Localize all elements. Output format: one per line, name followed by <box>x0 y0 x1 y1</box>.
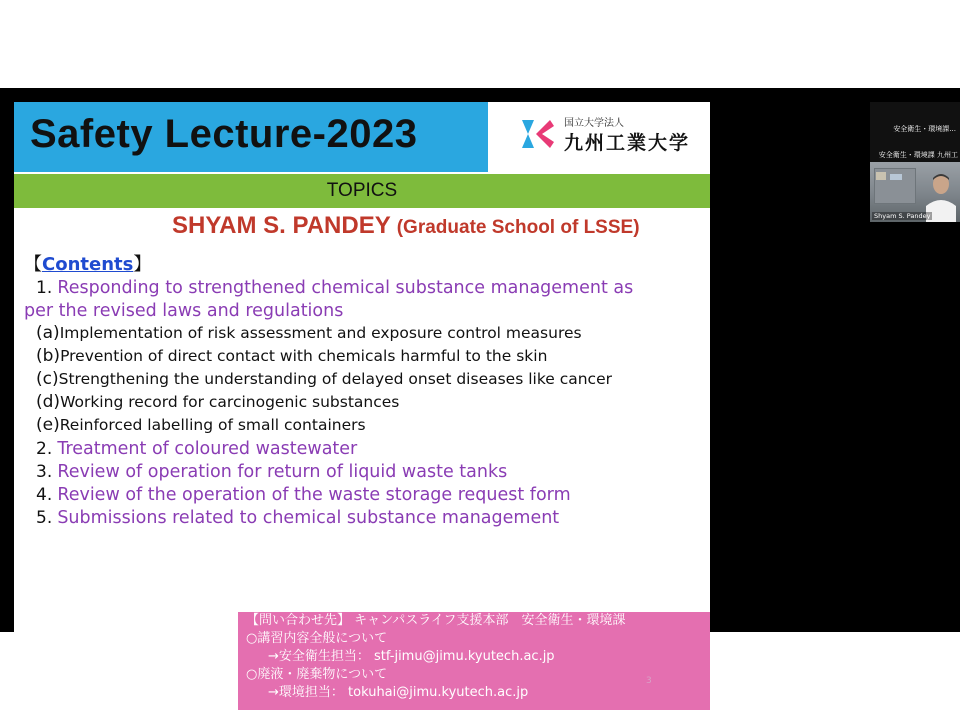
presenter-line <box>172 212 640 240</box>
list-item <box>36 506 706 529</box>
list-item <box>36 460 706 483</box>
video-dept-label: 安全衛生・環境課 九州工 <box>878 151 958 159</box>
participant-video-tile[interactable] <box>870 102 960 222</box>
presenter-affiliation: (Graduate School of LSSE) <box>396 217 640 238</box>
logo-subtitle: 国立大学法人 <box>564 118 624 129</box>
sub-item-marker: (d) <box>36 392 61 412</box>
contents-bracket-open: 【 <box>24 254 42 275</box>
item-label: Submissions related to chemical substance management <box>57 508 560 528</box>
sub-item-marker: (a) <box>36 323 60 343</box>
university-logo-icon <box>520 116 556 152</box>
topics-bar <box>14 174 710 208</box>
contact-heading: 【問い合わせ先】 キャンパスライフ支援本部 安全衛生・環境課 <box>246 613 626 628</box>
item-number: 3. <box>36 462 53 482</box>
item-label-continuation: per the revised laws and regulations <box>24 301 344 321</box>
item-number: 2. <box>36 439 53 459</box>
list-item <box>36 483 706 506</box>
sub-item-label: Working record for carcinogenic substances <box>60 393 400 411</box>
contents-list <box>24 254 706 529</box>
contact-info-box <box>238 612 710 710</box>
contents-header <box>24 254 706 276</box>
video-header <box>870 102 960 162</box>
slide-page-number: 3 <box>646 676 652 686</box>
sub-item-label: Strengthening the understanding of delayed onset diseases like cancer <box>58 370 612 388</box>
contact-email-safety: →安全衛生担当： stf-jimu@jimu.kyutech.ac.jp <box>268 649 555 664</box>
university-logo <box>488 102 710 174</box>
item-number: 1. <box>36 278 53 298</box>
video-org-label: 安全衛生・環境課... <box>893 125 956 133</box>
contents-title: Contents <box>42 254 134 275</box>
sub-item <box>36 368 706 391</box>
logo-name: 九州工業大学 <box>564 132 691 154</box>
sub-item <box>36 391 706 414</box>
item-number: 5. <box>36 508 53 528</box>
sub-item-marker: (c) <box>36 369 59 389</box>
item-label: Review of the operation of the waste storage request form <box>57 485 571 505</box>
sub-item-label: Reinforced labelling of small containers <box>59 416 366 434</box>
item-label: Review of operation for return of liquid waste tanks <box>57 462 508 482</box>
shared-slide <box>14 102 710 710</box>
sub-item-marker: (e) <box>36 415 60 435</box>
sub-item <box>36 322 706 345</box>
list-item <box>36 437 706 460</box>
topics-label: TOPICS <box>326 180 398 201</box>
list-item <box>24 276 706 299</box>
contact-topic-waste: ○廃液・廃棄物について <box>246 667 388 682</box>
sub-item <box>36 345 706 368</box>
sub-item-label: Implementation of risk assessment and exposure control measures <box>59 324 582 342</box>
item-label: Responding to strengthened chemical substance management as <box>57 278 634 298</box>
contact-topic-general: ○講習内容全般について <box>246 631 388 646</box>
meeting-stage <box>0 88 960 700</box>
shelf-object <box>890 174 902 180</box>
contents-bracket-close: 】 <box>133 254 152 275</box>
participant-name: Shyam S. Pandey <box>874 212 931 220</box>
sub-item-label: Prevention of direct contact with chemicals harmful to the skin <box>60 347 548 365</box>
shelf-object <box>876 172 886 180</box>
contact-email-environment: →環境担当： tokuhai@jimu.kyutech.ac.jp <box>268 685 529 700</box>
presenter-name: SHYAM S. PANDEY <box>172 212 391 239</box>
sub-item-marker: (b) <box>36 346 61 366</box>
sub-item <box>36 414 706 437</box>
item-number: 4. <box>36 485 53 505</box>
video-feed <box>870 162 960 222</box>
list-item-continuation <box>24 299 706 322</box>
slide-title: Safety Lecture-2023 <box>30 112 418 156</box>
item-label: Treatment of coloured wastewater <box>57 439 358 459</box>
